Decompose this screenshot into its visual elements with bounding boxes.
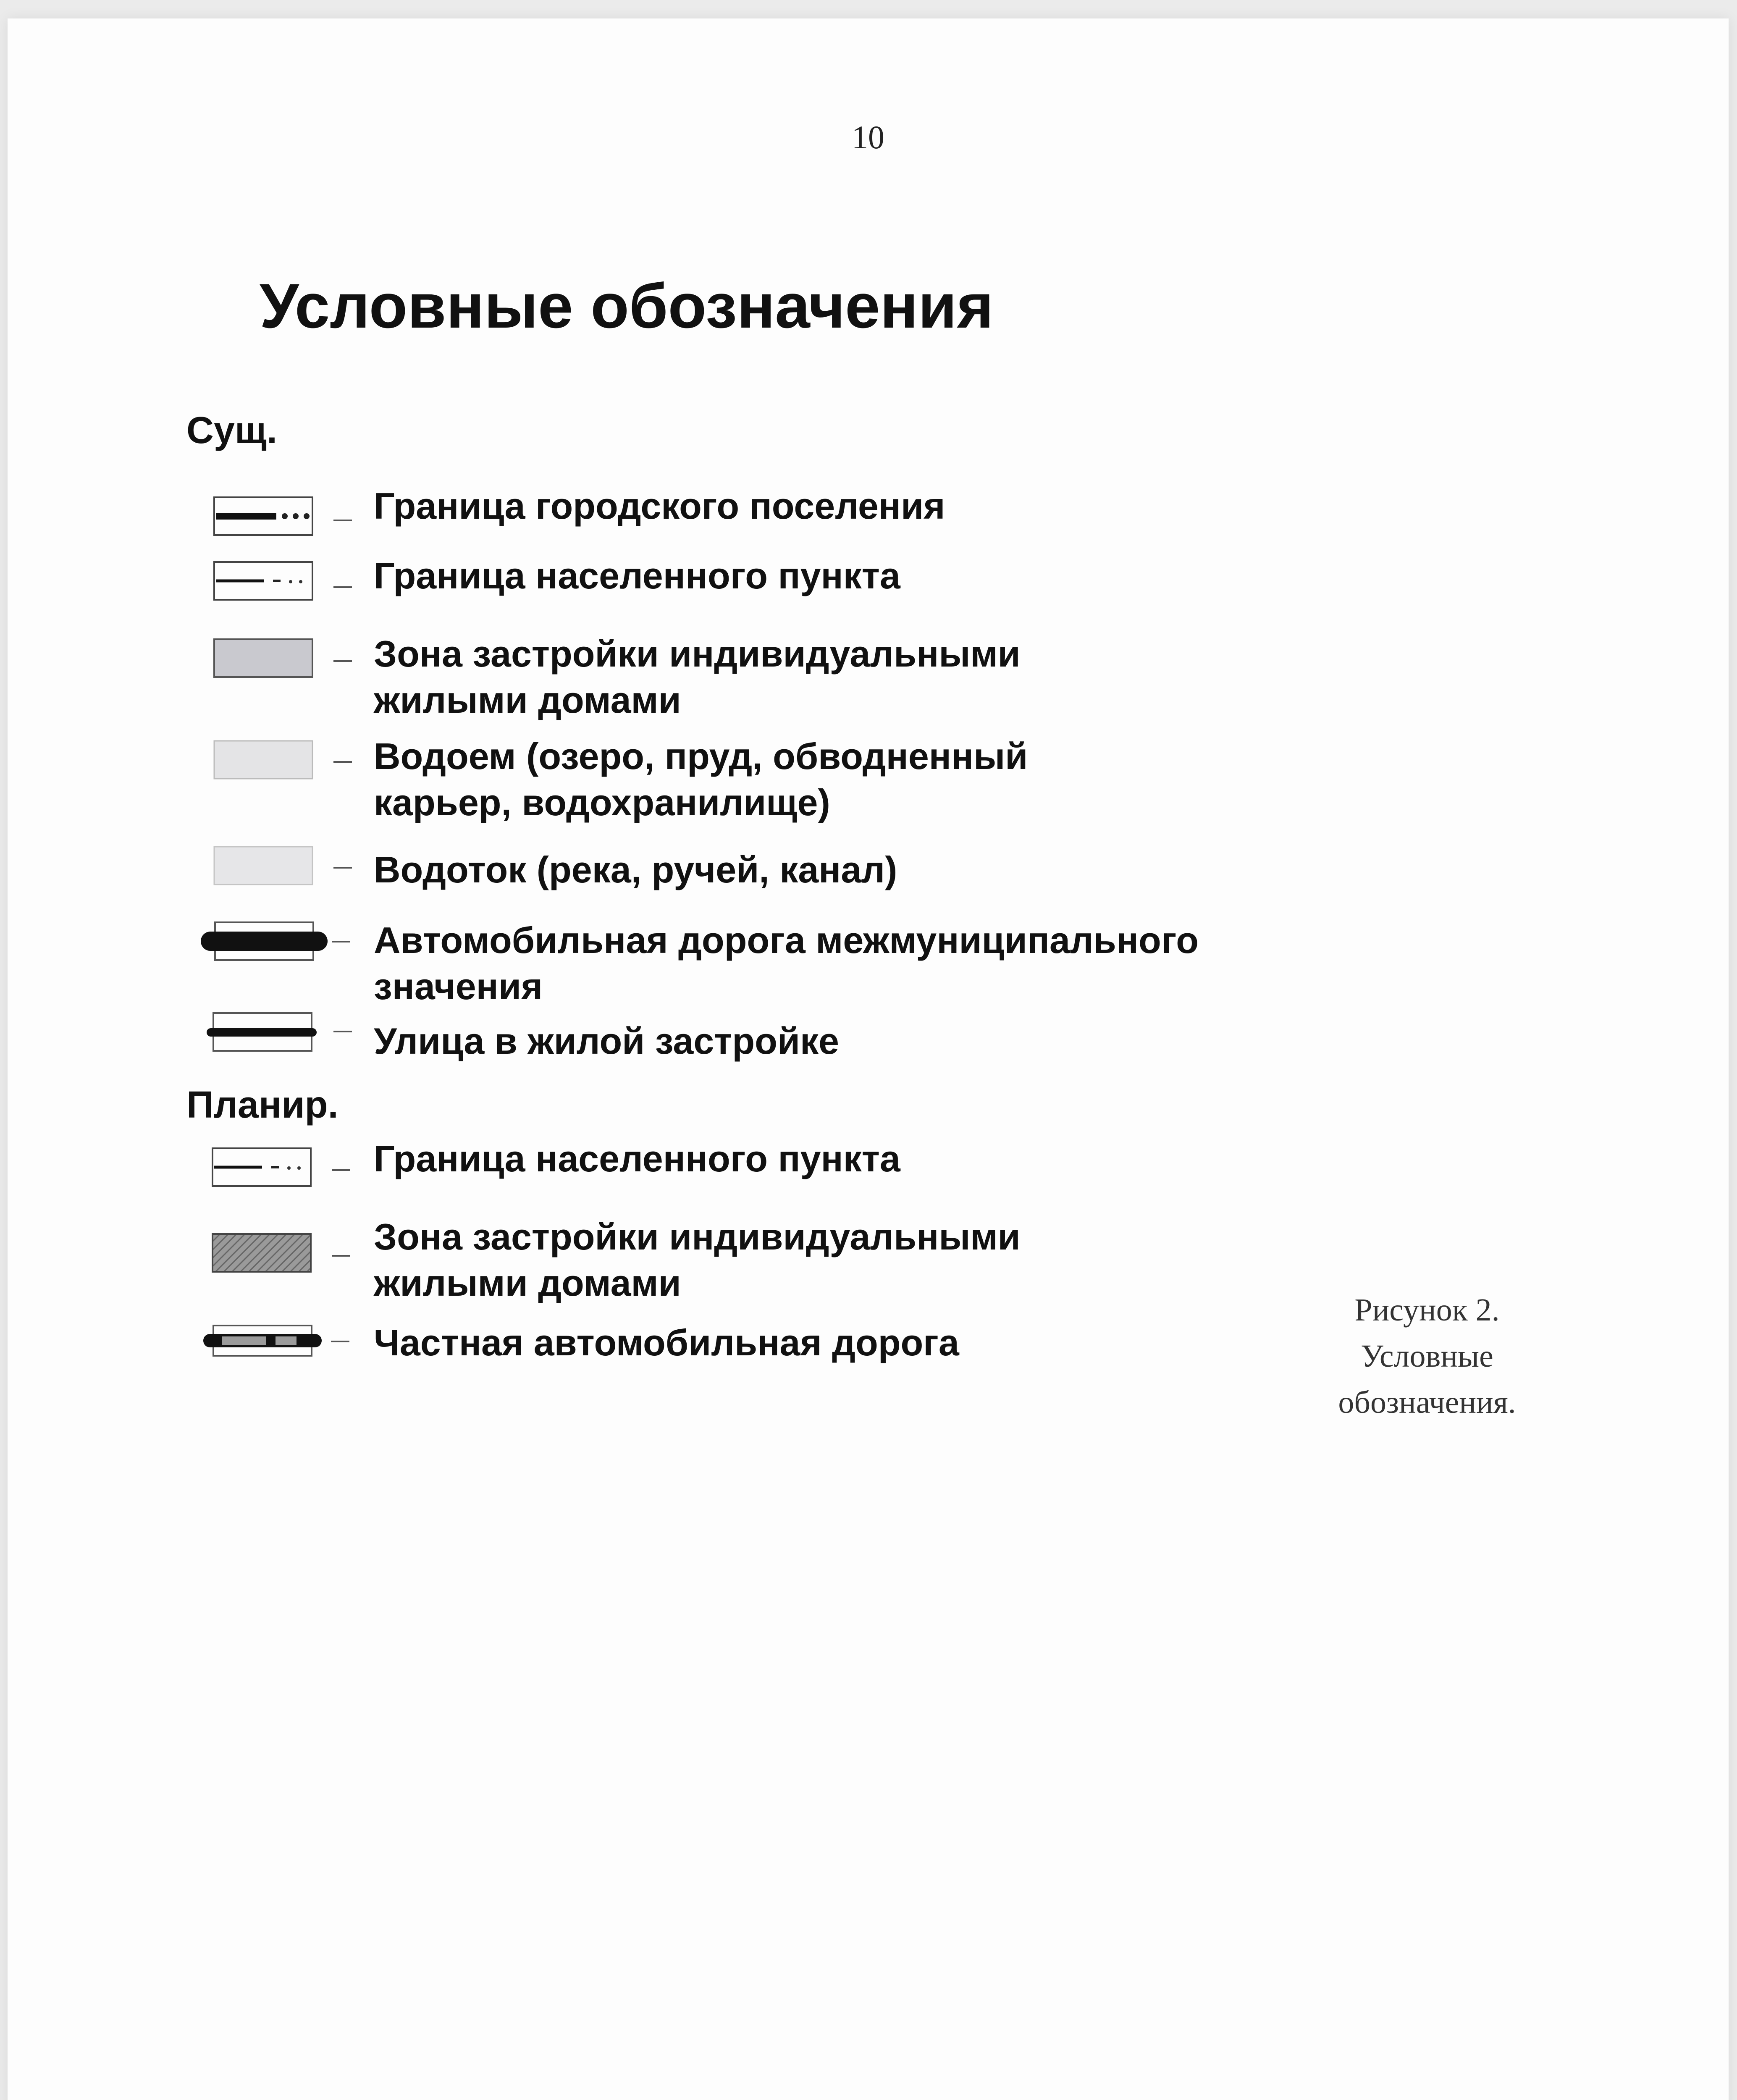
legend-dash bbox=[333, 867, 352, 869]
legend-dash bbox=[333, 586, 352, 588]
legend-label-residential-street: Улица в жилой застройке bbox=[374, 1020, 839, 1062]
legend-dash bbox=[332, 941, 350, 942]
city-settlement-border-icon bbox=[213, 496, 314, 537]
legend-label-settlement-border: Граница населенного пункта bbox=[374, 555, 900, 596]
settlement-border-icon bbox=[213, 561, 314, 601]
legend-dash bbox=[333, 1031, 352, 1032]
legend-dash bbox=[333, 660, 352, 662]
residential-street-icon bbox=[205, 1012, 318, 1053]
legend-dash bbox=[333, 761, 352, 763]
settlement-border-icon bbox=[212, 1147, 312, 1188]
legend-dash bbox=[332, 1255, 350, 1257]
document-page bbox=[8, 18, 1729, 2100]
water-body-icon bbox=[213, 740, 314, 780]
legend-dash bbox=[333, 520, 352, 521]
page-number: 10 bbox=[852, 119, 884, 155]
legend-dash bbox=[332, 1169, 350, 1171]
individual-housing-zone-icon bbox=[213, 638, 314, 679]
planned-housing-zone-icon bbox=[212, 1233, 312, 1273]
legend-label-city-settlement-border: Граница городского поселения bbox=[374, 485, 945, 527]
legend-label-private-road: Частная автомобильная дорога bbox=[374, 1322, 959, 1363]
section-heading-planned: Планир. bbox=[186, 1084, 338, 1126]
watercourse-icon bbox=[213, 846, 314, 886]
figure-caption: Рисунок 2. Условные обозначения. bbox=[1338, 1292, 1516, 1420]
legend-dash bbox=[331, 1341, 349, 1342]
section-heading-existing: Сущ. bbox=[186, 410, 277, 452]
legend-label-watercourse: Водоток (река, ручей, канал) bbox=[374, 849, 897, 890]
legend-label-planned-housing-zone: Зона застройки индивидуальными жилыми домами bbox=[374, 1216, 1021, 1304]
legend-title: Условные обозначения bbox=[260, 270, 994, 341]
legend-label-water-body: Водоем (озеро, пруд, обводненный карьер, водохранилище) bbox=[374, 735, 1028, 823]
legend-label-planned-settlement-border: Граница населенного пункта bbox=[374, 1138, 900, 1179]
intermunicipal-road-icon bbox=[199, 921, 329, 962]
legend-label-intermunicipal-road: Автомобильная дорога межмуниципального значения bbox=[374, 919, 1199, 1007]
legend-label-housing-zone: Зона застройки индивидуальными жилыми домами bbox=[374, 633, 1021, 721]
private-road-icon bbox=[202, 1325, 323, 1357]
